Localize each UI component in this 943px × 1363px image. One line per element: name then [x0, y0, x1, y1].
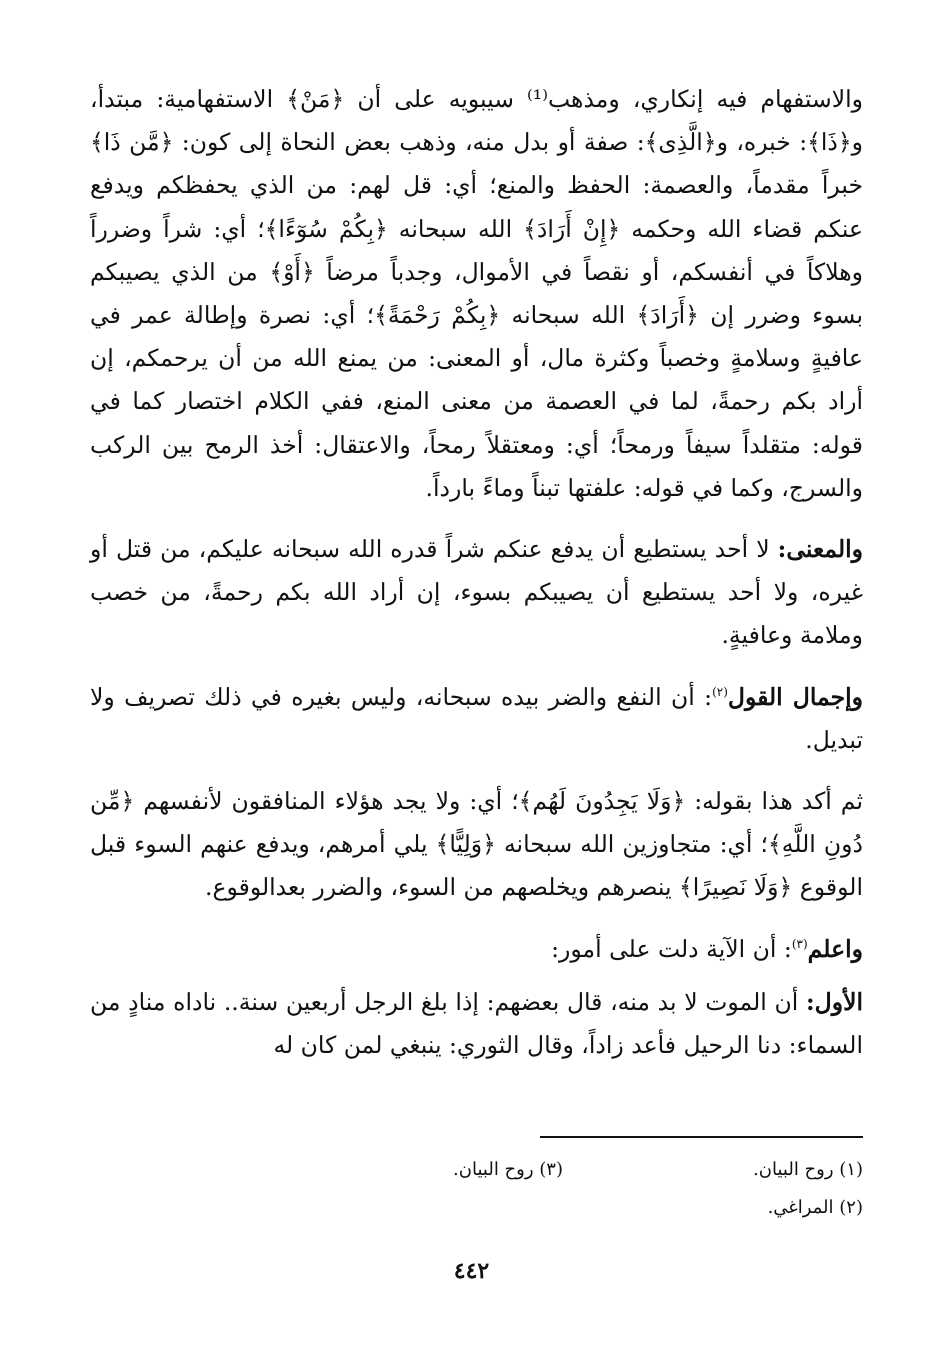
page-number: ٤٤٢	[453, 1258, 490, 1284]
main-text	[90, 78, 863, 1085]
paragraph-6	[90, 981, 863, 1067]
paragraph-2	[90, 528, 863, 658]
footnote-3: (٣) روح البيان.	[453, 1159, 563, 1180]
paragraph-5	[90, 928, 863, 971]
paragraph-2-lead: والمعنى:	[777, 535, 863, 564]
paragraph-6-body: أن الموت لا بد منه، قال بعضهم: إذا بلغ الرجل أربعين سنة.. ناداه منادٍ من السماء: دنا الرحيل فأعد زاداً، وقال الثوري: ينبغي لمن كان له	[90, 987, 863, 1060]
paragraph-3-body: : أن النفع والضر بيده سبحانه، وليس بغيره في ذلك تصريف ولا تبديل.	[90, 682, 863, 754]
footnote-ref-3: (٣)	[791, 936, 808, 951]
paragraph-1: والاستفهام فيه إنكاري، ومذهب⁽¹⁾ سيبويه على أن ﴿مَنْ﴾ الاستفهامية: مبتدأ، و﴿ذَا﴾: خبره، و﴿الَّذِى﴾: صفة أو بدل منه، وذهب بعض النحاة إلى كون: ﴿مَّن ذَا﴾ خبراً مقدماً، والعصمة: الحفظ والمنع؛ أي: قل لهم: من الذي يحفظكم ويدفع عنكم قضاء الله وحكمه ﴿إِنْ أَرَادَ﴾ الله سبحانه ﴿بِكُمْ سُوٓءًا﴾؛ أي: شراً وضرراً وهلاكاً في أنفسكم، أو نقصاً في الأموال، وجدباً مرضاً ﴿أَوْ﴾ من الذي يصيبكم بسوء وضرر إن ﴿أَرَادَ﴾ الله سبحانه ﴿بِكُمْ رَحْمَةً﴾؛ أي: نصرة وإطالة عمر في عافيةٍ وسلامةٍ وخصباً وكثرة مال، أو المعنى: من يمنع الله من أن يرحمكم، إن أراد بكم رحمةً، لما في العصمة من معنى المنع، ففي الكلام اختصار كما في قوله: متقلداً سيفاً ورمحاً؛ أي: ومعتقلاً رمحاً، والاعتقال: أخذ الرمح بين الركب والسرج، وكما في قوله: علفتها تبناً وماءً بارداً.	[90, 85, 863, 502]
paragraph-2-body: لا أحد يستطيع أن يدفع عنكم شراً قدره الله سبحانه عليكم، من قتل أو غيره، ولا أحد يستطيع أن يصيبكم بسوء، إن أراد الله بكم رحمةً، من خصب وملامة وعافيةٍ.	[90, 535, 863, 650]
footnote-1: (١) روح البيان.	[753, 1159, 863, 1180]
paragraph-5-lead: واعلم	[807, 934, 863, 963]
footnote-divider	[540, 1136, 863, 1138]
paragraph-6-lead: الأول:	[805, 987, 863, 1016]
footnote-row-2	[120, 1189, 863, 1227]
paragraph-4: ثم أكد هذا بقوله: ﴿وَلَا يَجِدُونَ لَهُم﴾؛ أي: ولا يجد هؤلاء المنافقون لأنفسهم ﴿مِّن دُونِ اللَّهِ﴾؛ أي: متجاوزين الله سبحانه ﴿وَلِيًّا﴾ يلي أمرهم، ويدفع عنهم السوء قبل الوقوع ﴿وَلَا نَصِيرًا﴾ ينصرهم ويخلصهم من السوء، والضرر بعدالوقوع.	[90, 787, 863, 902]
footnotes	[120, 1151, 863, 1227]
paragraph-5-body: : أن الآية دلت على أمور:	[551, 934, 792, 963]
footnote-row-1	[120, 1151, 863, 1189]
paragraph-3	[90, 676, 863, 762]
footnote-ref-2: (٢)	[712, 684, 728, 699]
footnote-2: (٢) المراغي.	[767, 1197, 863, 1218]
paragraph-3-lead: وإجمال القول	[727, 682, 864, 711]
